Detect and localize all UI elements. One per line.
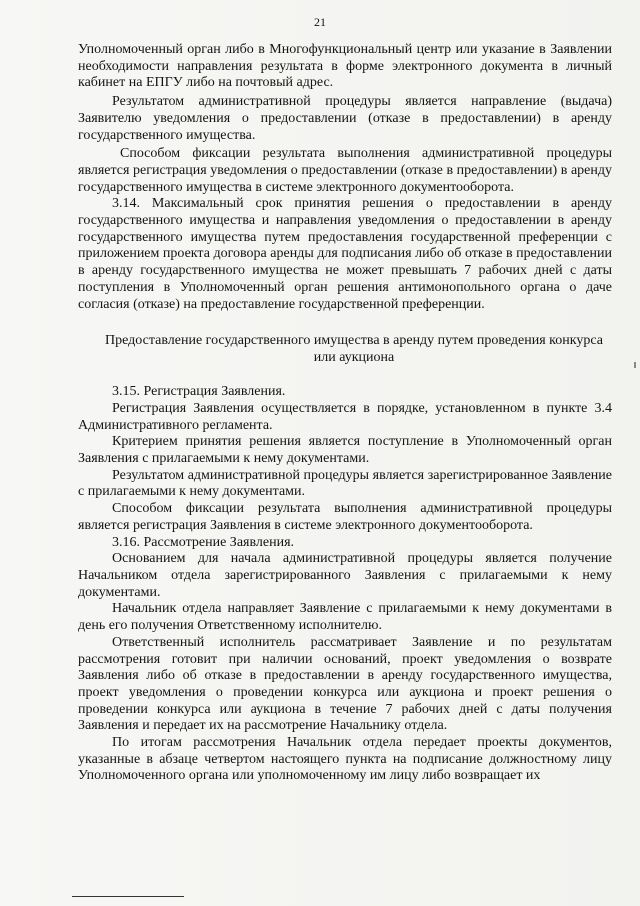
section-heading: Предоставление государственного имущества в аренду путем проведения конкурса или аукциона [105,333,603,366]
paragraph: Начальник отдела направляет Заявление с прилагаемыми к нему документами в день его получения Ответственному исполнителю. [78,601,612,634]
paragraph: Ответственный исполнитель рассматривает Заявление и по результатам рассмотрения готовит при наличии оснований, проект уведомления о возврате Заявления либо об отказе в предоставлении в аренду государственного имущества, проект уведомления о проведении конкурса или аукциона и проект решения о проведении конкурса или аукциона в течение 7 рабочих дней с даты получения Заявления и передает их на рассмотрение Начальнику отдела. [78,634,612,734]
paragraph: Основанием для начала административной процедуры является получение Начальником отдела зарегистрированного Заявления с прилагаемыми к нему документами. [78,551,612,600]
paragraph: Уполномоченный орган либо в Многофункциональный центр или указание в Заявлении необходимости направления результата в форме электронного документа в личный кабинет на ЕПГУ либо на почтовый адрес. [78,42,612,91]
paragraph: Результатом административной процедуры является направление (выдача) Заявителю уведомления о предоставлении (отказе в предоставлении) в аренду государственного имущества. [78,94,612,143]
paragraph: 3.14. Максимальный срок принятия решения о предоставлении в аренду государственного имущества и направления уведомления о предоставлении в аренду государственного имущества путем предоставления государственной преференции с приложением проекта договора аренды для подписания либо об отказе в предоставлении в аренду государственного имущества не может превышать 7 рабочих дней с даты поступления в Уполномоченный орган решения антимонопольного органа о даче согласия (отказе) на предоставление государственной преференции. [78,196,612,312]
page-number: 21 [314,15,326,29]
paragraph: Регистрация Заявления осуществляется в порядке, установленном в пункте 3.4 Административного регламента. [78,400,612,433]
paragraph: Результатом административной процедуры является зарегистрированное Заявление с прилагаемыми к нему документами. [78,467,612,500]
paragraph: По итогам рассмотрения Начальник отдела передает проекты документов, указанные в абзаце четвертом настоящего пункта на подписание должностному лицу Уполномоченного органа или уполномоченному им лицу либо возвращает их [78,735,612,784]
paragraph: 3.15. Регистрация Заявления. [112,384,286,400]
paragraph: Способом фиксации результата выполнения административной процедуры является регистрация Заявления в системе электронного документооборота. [78,501,612,533]
scan-artifact [634,362,636,368]
paragraph: 3.16. Рассмотрение Заявления. [112,534,295,550]
paragraph: Способом фиксации результата выполнения административной процедуры является регистрация уведомления о предоставлении (отказе в предоставлении) в аренду государственного имущества в системе электронного документооборота. [78,146,612,195]
document-body [78,42,612,785]
footnote-separator [72,896,184,897]
paragraph: Критерием принятия решения является поступление в Уполномоченный орган Заявления с прилагаемыми к нему документами. [78,434,612,467]
